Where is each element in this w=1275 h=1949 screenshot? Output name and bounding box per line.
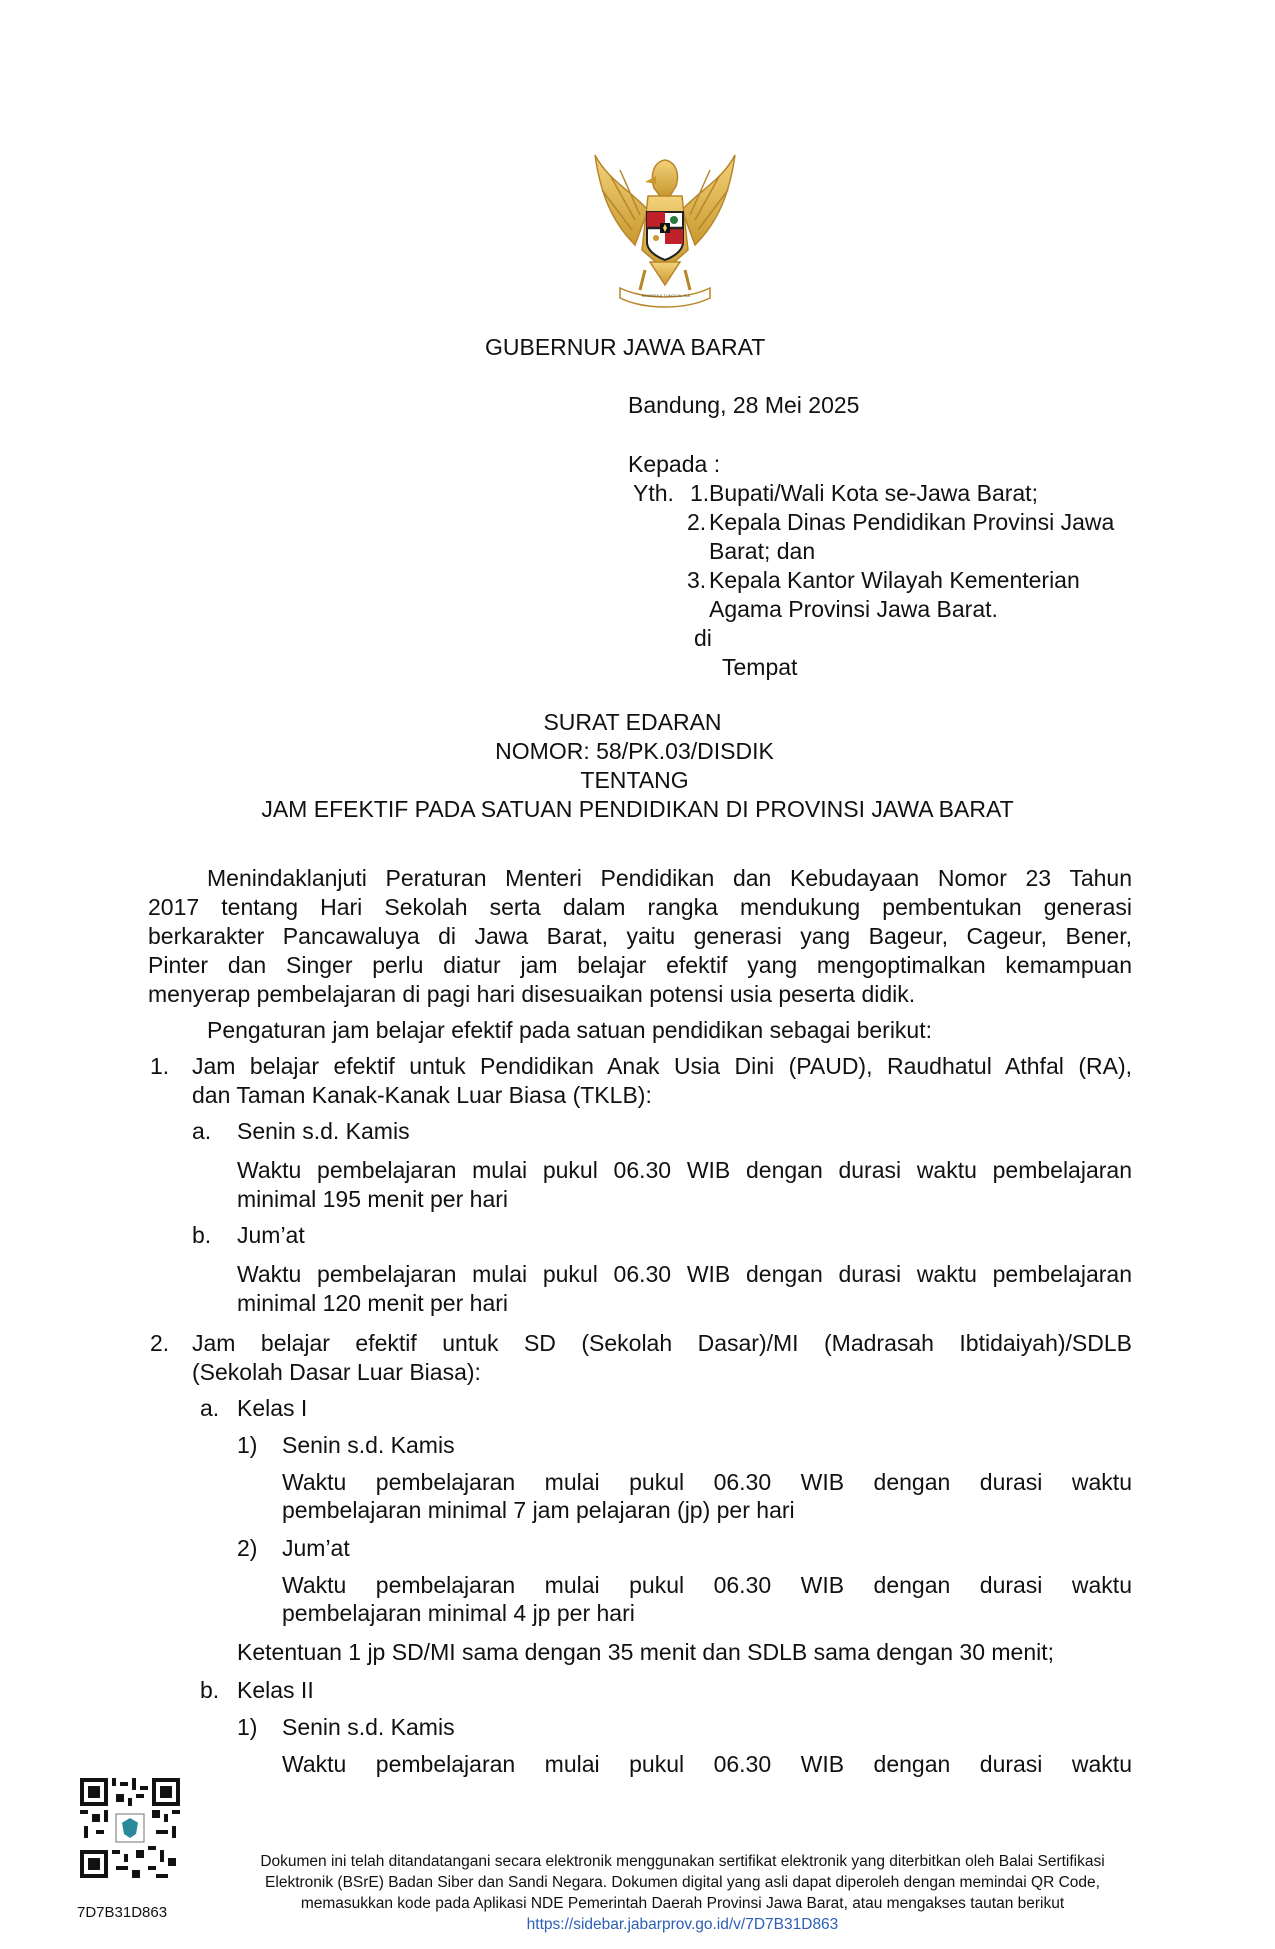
subitem-label: a. bbox=[192, 1118, 212, 1144]
garuda-emblem bbox=[590, 150, 740, 315]
item-line: Jam belajar efektif untuk Pendidikan Anak Usia Dini (PAUD), Raudhatul Athfal (RA), bbox=[192, 1053, 1132, 1079]
recipient-line: Bupati/Wali Kota se-Jawa Barat; bbox=[709, 480, 1038, 506]
title-subject: JAM EFEKTIF PADA SATUAN PENDIDIKAN DI PROVINSI JAWA BARAT bbox=[261, 796, 1014, 822]
pengaturan-text: Pengaturan jam belajar efektif pada satuan pendidikan sebagai berikut: bbox=[207, 1017, 932, 1043]
title-tentang: TENTANG bbox=[580, 767, 689, 793]
footer-notice-line: Elektronik (BSrE) Badan Siber dan Sandi Negara. Dokumen digital yang asli dapat diperoleh dengan memindai QR Code, bbox=[265, 1874, 1100, 1891]
subsubitem-text: Waktu pembelajaran mulai pukul 06.30 WIB dengan durasi waktu bbox=[282, 1572, 1132, 1598]
intro-line: Menindaklanjuti Peraturan Menteri Pendidikan dan Kebudayaan Nomor 23 Tahun bbox=[207, 865, 1132, 891]
subitem-label: a. bbox=[200, 1395, 220, 1421]
yth-label: Yth. bbox=[633, 480, 674, 506]
subsubitem-text: pembelajaran minimal 4 jp per hari bbox=[282, 1600, 635, 1626]
subsubitem-text: pembelajaran minimal 7 jam pelajaran (jp) per hari bbox=[282, 1497, 795, 1523]
item-number: 1. bbox=[150, 1053, 170, 1079]
title-surat-edaran: SURAT EDARAN bbox=[543, 709, 722, 735]
subitem-title: Kelas II bbox=[237, 1677, 314, 1703]
place-date: Bandung, 28 Mei 2025 bbox=[628, 392, 860, 418]
footer-notice bbox=[170, 1851, 1195, 1935]
subitem-title: Jum’at bbox=[237, 1222, 305, 1248]
item-number: 2. bbox=[150, 1330, 170, 1356]
intro-line: berkarakter Pancawaluya di Jawa Barat, yaitu generasi yang Bageur, Cageur, Bener, bbox=[148, 923, 1132, 949]
subsubitem-label: 1) bbox=[237, 1432, 258, 1458]
subsubitem-title: Senin s.d. Kamis bbox=[282, 1714, 455, 1740]
recipient-line: Agama Provinsi Jawa Barat. bbox=[709, 596, 998, 622]
subitem-text: minimal 195 menit per hari bbox=[237, 1186, 509, 1212]
recipient-number: 2. bbox=[687, 509, 707, 535]
item-line: Jam belajar efektif untuk SD (Sekolah Dasar)/MI (Madrasah Ibtidaiyah)/SDLB bbox=[192, 1330, 1132, 1356]
verification-link[interactable]: https://sidebar.jabarprov.go.id/v/7D7B31D863 bbox=[526, 1916, 839, 1933]
emblem-motto: BHINNEKA TUNGGAL IKA bbox=[641, 293, 690, 298]
subsubitem-title: Jum’at bbox=[282, 1535, 350, 1561]
subitem-title: Senin s.d. Kamis bbox=[237, 1118, 410, 1144]
footer-notice-line: Dokumen ini telah ditandatangani secara elektronik menggunakan sertifikat elektronik yang diterbitkan oleh Balai Sertifikasi bbox=[260, 1853, 1105, 1870]
subsubitem-label: 1) bbox=[237, 1714, 258, 1740]
qr-code[interactable] bbox=[80, 1778, 180, 1878]
title-nomor: NOMOR: 58/PK.03/DISDIK bbox=[495, 738, 774, 764]
office-title: GUBERNUR JAWA BARAT bbox=[485, 334, 766, 360]
recipient-number: 1. bbox=[690, 480, 710, 506]
item-line: dan Taman Kanak-Kanak Luar Biasa (TKLB): bbox=[192, 1082, 652, 1108]
item-line: (Sekolah Dasar Luar Biasa): bbox=[192, 1359, 481, 1385]
subitem-title: Kelas I bbox=[237, 1395, 308, 1421]
subsubitem-text: Waktu pembelajaran mulai pukul 06.30 WIB dengan durasi waktu bbox=[282, 1469, 1132, 1495]
ketentuan-text: Ketentuan 1 jp SD/MI sama dengan 35 menit dan SDLB sama dengan 30 menit; bbox=[237, 1639, 1055, 1665]
subitem-text: minimal 120 menit per hari bbox=[237, 1290, 509, 1316]
subitem-text: Waktu pembelajaran mulai pukul 06.30 WIB dengan durasi waktu pembelajaran bbox=[237, 1157, 1132, 1183]
subsubitem-title: Senin s.d. Kamis bbox=[282, 1432, 455, 1458]
recipient-line: Kepala Kantor Wilayah Kementerian bbox=[709, 567, 1080, 593]
subitem-text: Waktu pembelajaran mulai pukul 06.30 WIB dengan durasi waktu pembelajaran bbox=[237, 1261, 1132, 1287]
intro-line: 2017 tentang Hari Sekolah serta dalam rangka mendukung pembentukan generasi bbox=[148, 894, 1132, 920]
recipient-line: Barat; dan bbox=[709, 538, 816, 564]
kepada-label: Kepada : bbox=[628, 451, 721, 477]
footer-notice-line: memasukkan kode pada Aplikasi NDE Pemerintah Daerah Provinsi Jawa Barat, atau mengakses tautan berikut bbox=[300, 1895, 1065, 1912]
intro-line: Pinter dan Singer perlu diatur jam belajar efektif yang mengoptimalkan kemampuan bbox=[148, 952, 1132, 978]
recipient-line: Kepala Dinas Pendidikan Provinsi Jawa bbox=[709, 509, 1115, 535]
tempat-label: Tempat bbox=[722, 654, 798, 680]
subitem-label: b. bbox=[192, 1222, 212, 1248]
subsubitem-text: Waktu pembelajaran mulai pukul 06.30 WIB dengan durasi waktu bbox=[282, 1751, 1132, 1777]
subitem-label: b. bbox=[200, 1677, 220, 1703]
intro-line: menyerap pembelajaran di pagi hari disesuaikan potensi usia peserta didik. bbox=[148, 981, 916, 1007]
qr-code-id: 7D7B31D863 bbox=[77, 1904, 168, 1921]
recipient-number: 3. bbox=[687, 567, 707, 593]
subsubitem-label: 2) bbox=[237, 1535, 258, 1561]
di-label: di bbox=[694, 625, 712, 651]
